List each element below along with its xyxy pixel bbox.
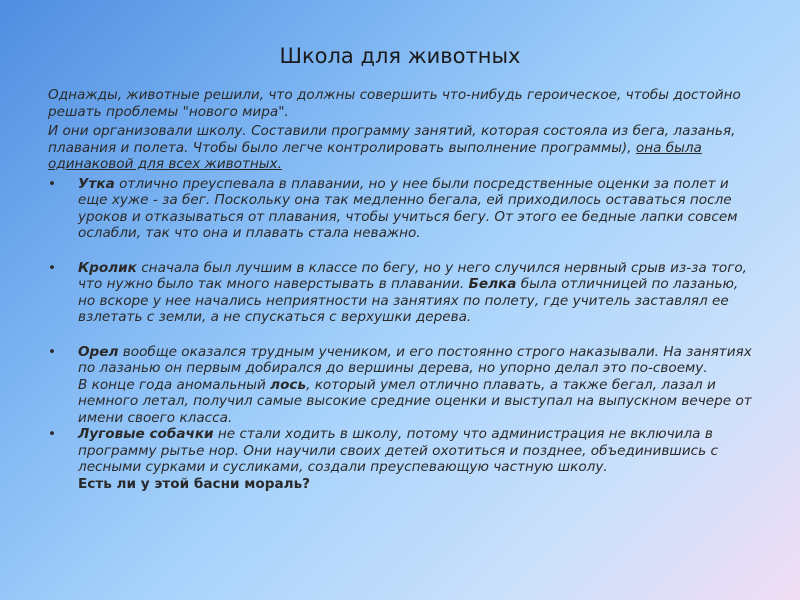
item-moose-name: лось [270,376,307,393]
intro-paragraph-2 [48,123,758,173]
moral-question: Есть ли у этой басни мораль? [78,475,311,492]
list-item-rabbit [48,260,758,344]
item-eagle-text: вообще оказался трудным учеником, и его постоянно строго наказывали. На занятиях по лазанью он первым добирался до вершины дерева, но упорно делал это по-своему. [78,343,752,376]
intro-paragraph-2-text: И они организовали школу. Составили программу занятий, которая состояла из бега, лазанья, плавания и полета. Чтобы было легче контролировать выполнение программы), [48,123,736,156]
spacer [78,326,758,344]
intro-paragraph-2-underlined: она была одинаковой для всех животных. [48,139,702,172]
list-item-duck [48,176,758,260]
item-moose-text: , который умел отлично плавать, а также бегал, лазал и немного летал, получил самые высокие средние оценки и выступал на выпускном вечере от имени своего класса. [78,376,752,426]
item-moose-intro: В конце года аномальный [78,376,271,393]
bullet-icon: • [48,343,57,360]
item-rabbit-name: Кролик [78,259,137,276]
list-item-eagle [48,344,758,427]
slide-title: Школа для животных [279,44,521,68]
item-duck-text: отлично преуспевала в плавании, но у нее были посредственные оценки за полет и еще хуже - за бег. Поскольку она так медленно бегала, ей приходилось оставаться после уроков и отказываться от плавания, чтобы учиться бегу. От этого ее бедные лапки совсем ослабли, так что она и плавать стала неважно. [78,175,738,241]
list-item-prairie-dogs [48,426,758,492]
bullet-icon: • [48,175,57,192]
spacer [78,242,758,260]
item-rabbit-text: сначала был лучшим в классе по бегу, но у него случился нервный срыв из-за того, что нужно было так много наверстывать в плавании. [78,259,747,292]
item-prairie-dogs-text: не стали ходить в школу, потому что администрация не включила в программу рытье нор. Они научили своих детей охотиться и позднее, объединившись с лесными сурками и сусликами, создали преуспевающую частную школу. [78,426,718,475]
item-prairie-dogs-name: Луговые собачки [78,426,214,442]
item-squirrel-name: Белка [468,276,517,292]
item-squirrel-text: была отличницей по лазанью, но вскоре у нее начались неприятности на занятиях по полету, где учитель заставлял ее взлетать с земли, а не спускаться с верхушки дерева. [78,276,739,325]
intro-paragraph-1: Однажды, животные решили, что должны совершить что-нибудь героическое, чтобы достойно решать проблемы "нового мира". [48,87,741,120]
bullet-icon: • [48,426,57,442]
item-duck-name: Утка [78,175,115,192]
story-list [48,176,758,493]
item-eagle-name: Орел [78,343,119,360]
slide-body [48,87,758,492]
bullet-icon: • [48,259,57,276]
